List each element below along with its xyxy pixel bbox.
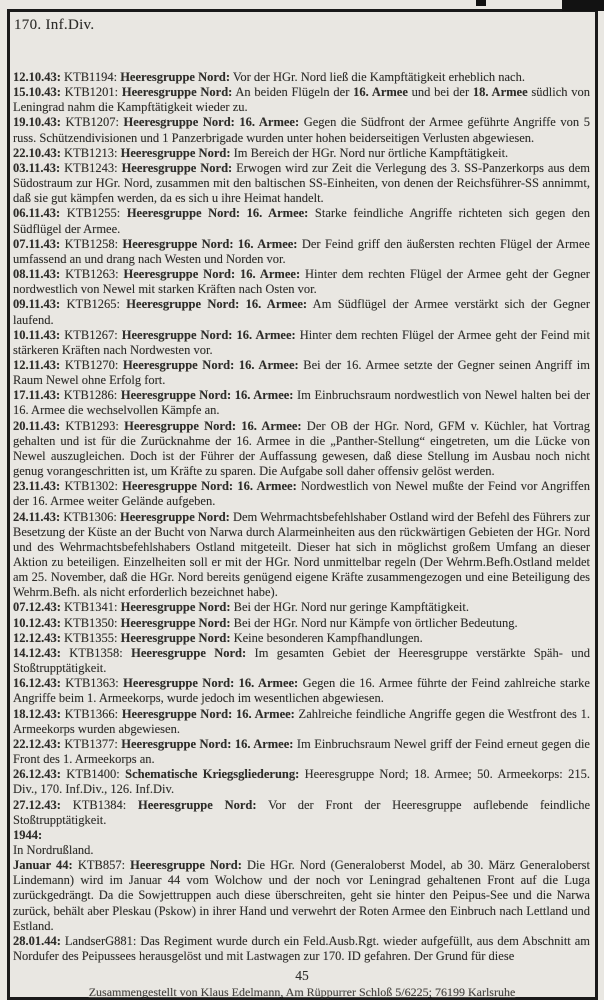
page-number: 45 — [295, 968, 309, 983]
entry-bold-text: Heeresgruppe Nord: — [119, 509, 230, 524]
entry-text: Die HGr. Nord (Generaloberst Model, ab 30. März Generaloberst Lindemann) wird im Januar 44 vom Wolchow und der noch vor Leningrad gehaltenen Front auf die Luga zurückgedrängt. Da die Sowjettruppen auch diese überschreiten, geht sie hinter den Peipus-See und die Narwa zurück, behält aber Pleskau (Pskow) in ihrer Hand und verwehrt der Roten Armee den Einbruch nach Lettland und Estland. — [13, 858, 590, 933]
entry-bold-text: Heeresgruppe Nord: 16. Armee: — [122, 479, 297, 494]
entry-bold-text: Heeresgruppe Nord: — [121, 85, 233, 100]
entry-text: Hinter dem rechten Flügel der Armee geht der Feind mit stärkeren Kräften nach Nordwesten vor. — [13, 327, 590, 357]
entry-text: Im Einbruchsraum nordwestlich von Newel halten bei der 16. Armee die wechselvollen Kämpfe an. — [13, 388, 590, 418]
entry-text: KTB1384: — [60, 797, 139, 812]
entry-text: und bei der — [407, 85, 473, 100]
journal-entry — [13, 85, 590, 115]
journal-entry — [13, 858, 590, 934]
entry-text: KTB1194: — [60, 70, 121, 84]
entry-text: KTB1267: — [60, 327, 122, 342]
entry-text: An beiden Flügeln der — [232, 85, 354, 100]
entry-text: KTB1207: — [60, 115, 124, 130]
entry-bold-text: 22.12.43: — [13, 736, 61, 751]
journal-entry — [13, 631, 590, 646]
journal-entry — [13, 707, 590, 737]
entry-text: KTB1286: — [60, 388, 121, 403]
entry-bold-text: 07.12.43: — [13, 600, 61, 615]
entry-bold-text: Schematische Kriegsgliederung: — [125, 767, 300, 782]
journal-entry — [13, 616, 590, 631]
entry-bold-text: Heeresgruppe Nord: 16. Armee: — [121, 327, 296, 342]
entry-text: KTB1358: — [60, 645, 132, 660]
journal-entry — [13, 267, 590, 297]
scan-border-left — [7, 9, 10, 1000]
entry-bold-text: Heeresgruppe Nord: 16. Armee: — [122, 357, 299, 372]
entry-bold-text: 16. Armee — [353, 85, 408, 100]
entry-bold-text: 28.01.44: — [13, 933, 61, 948]
entry-text: KTB1350: — [60, 615, 121, 630]
entry-bold-text: 14.12.43: — [13, 645, 61, 660]
entry-text: KTB1400: — [60, 767, 126, 782]
entry-bold-text: Heeresgruppe Nord: — [121, 160, 233, 175]
journal-entry — [13, 161, 590, 206]
scan-artifact-top-right — [562, 0, 604, 11]
entry-bold-text: 23.11.43: — [13, 479, 61, 494]
entry-text: KTB1366: — [60, 706, 122, 721]
journal-entry — [13, 115, 590, 145]
entry-bold-text: Heeresgruppe Nord: 16. Armee: — [124, 418, 302, 433]
entry-bold-text: 12.12.43: — [13, 630, 61, 645]
journal-entry — [13, 328, 590, 358]
journal-entry — [13, 934, 590, 964]
entry-text: Keine besonderen Kampfhandlungen. — [230, 630, 423, 645]
entry-text: Der OB der HGr. Nord, GFM v. Küchler, hat Vortrag gehalten und ist für die Zurücknahme der 16. Armee in die „Panther-Stellung“ eingetreten, um die Lücke von Newel auszugleichen. Doch ist der Führer der Auffassung gewesen, daß diese Stellung im Ausbau noch nicht genug vorangeschritten ist, um Kräfte zu sparen. Die Aufgabe soll daher offensiv gelöst werden. — [13, 418, 590, 479]
entry-text: Starke feindliche Angriffe richteten sich gegen den Südflügel der Armee. — [13, 206, 590, 236]
entry-text: Gegen die Südfront der Armee geführte Angriffe von 5 russ. Schützendivisionen und 1 Panzerbrigade wurden unter hohen beiderseitigen Verlusten abgewiesen. — [13, 115, 590, 145]
entry-text: LandserG881: Das Regiment wurde durch ein Feld.Ausb.Rgt. wieder aufgefüllt, aus dem Abschnitt am Nordufer des Peipussees herausgelöst und mit Lastwagen zur 170. ID gefahren. Der Grund für diese — [13, 933, 590, 964]
entry-bold-text: 18. Armee — [472, 85, 528, 100]
entry-bold-text: Heeresgruppe Nord: — [120, 600, 231, 615]
entry-bold-text: Heeresgruppe Nord: 16. Armee: — [122, 236, 298, 251]
entry-text: Bei der HGr. Nord nur Kämpfe von örtlicher Bedeutung. — [230, 615, 518, 630]
entry-bold-text: 10.11.43: — [13, 327, 61, 342]
entry-text: KTB1306: — [60, 509, 120, 524]
entry-bold-text: Januar 44: — [13, 858, 73, 873]
entry-bold-text: 20.11.43: — [13, 418, 61, 433]
entry-text: KTB1377: — [60, 736, 122, 751]
journal-entry — [13, 479, 590, 509]
entry-bold-text: 08.11.43: — [13, 267, 61, 282]
entry-text: KTB1363: — [60, 676, 124, 691]
entry-bold-text: Heeresgruppe Nord: — [120, 630, 231, 645]
entry-text: In Nordrußland. — [13, 842, 94, 857]
entry-text: KTB1255: — [60, 206, 127, 221]
entry-bold-text: 10.12.43: — [13, 615, 61, 630]
footer-credit: Zusammengestellt von Klaus Edelmann, Am Rüppurrer Schloß 5/6225; 76199 Karlsruhe — [88, 985, 516, 999]
journal-entry — [13, 297, 590, 327]
entry-text: Vor der HGr. Nord ließ die Kampftätigkeit erheblich nach. — [230, 70, 525, 84]
entry-bold-text: 06.11.43: — [13, 206, 61, 221]
entry-text: Im gesamten Gebiet der Heeresgruppe verstärkte Späh- und Stoßtrupptätigkeit. — [13, 645, 590, 676]
entry-bold-text: 19.10.43: — [13, 115, 61, 130]
journal-entry — [13, 646, 590, 676]
entry-text: KTB1265: — [60, 297, 127, 312]
journal-entry — [13, 419, 590, 480]
journal-entry — [13, 388, 590, 418]
entry-text: Hinter dem rechten Flügel der Armee geht der Gegner nordwestlich von Newel mit starken Kräften nach Osten vor. — [13, 267, 590, 297]
entry-text: KTB1341: — [60, 600, 121, 615]
entry-bold-text: Heeresgruppe Nord: 16. Armee: — [126, 206, 309, 221]
entry-text: KTB1243: — [60, 160, 122, 175]
entry-text: Heeresgruppe Nord; 18. Armee; 50. Armeekorps: 215. Div., 170. Inf.Div., 126. Inf.Div. — [13, 767, 590, 797]
journal-entry — [13, 843, 590, 858]
entry-text: KTB1263: — [60, 267, 124, 282]
entry-text: Dem Wehrmachtsbefehlshaber Ostland wird der Befehl des Führers zur Besetzung der Küste an der Bucht von Narwa durch Alarmeinheiten aus den rückwärtigen Gebieten der HGr. Nord und des Wehrmachtsbefehlshabers Ostland mitgeteilt. Dieser hat sich in möglichst großem Umfang an dieser Aktion zu beteiligen. Einzelheiten soll er mit der HGr. Nord unmittelbar regeln (Der Wehrm.Befh.Ostland meldet am 25. November, daß die HGr. Nord bereits genügend eigene Kräfte zusammengezogen und eine Beteiligung des Wehrm.Befh. als nicht erforderlich bezeichnet habe). — [13, 509, 591, 600]
entry-bold-text: 1944: — [13, 827, 43, 842]
journal-entry — [13, 600, 590, 615]
entry-text: südlich von Leningrad nahm die Kampftätigkeit wieder zu. — [13, 85, 590, 115]
journal-entry — [13, 146, 590, 161]
entry-bold-text: 03.11.43: — [13, 160, 61, 175]
entry-text: Im Bereich der HGr. Nord nur örtliche Kampftätigkeit. — [230, 145, 509, 160]
entry-bold-text: Heeresgruppe Nord: 16. Armee: — [121, 736, 294, 751]
journal-entry — [13, 358, 590, 388]
entry-bold-text: Heeresgruppe Nord: — [130, 858, 242, 873]
journal-entry — [13, 828, 590, 843]
entry-bold-text: 07.11.43: — [13, 236, 61, 251]
entry-bold-text: Heeresgruppe Nord: 16. Armee: — [123, 267, 301, 282]
entry-bold-text: Heeresgruppe Nord: 16. Armee: — [126, 297, 308, 312]
entry-text: KTB1270: — [60, 357, 123, 372]
entry-bold-text: Heeresgruppe Nord: — [120, 70, 231, 84]
page-title: 170. Inf.Div. — [14, 17, 95, 33]
entry-bold-text: Heeresgruppe Nord: — [120, 145, 231, 160]
entry-bold-text: 26.12.43: — [13, 767, 61, 782]
entry-bold-text: Heeresgruppe Nord: — [120, 615, 231, 630]
entry-bold-text: Heeresgruppe Nord: 16. Armee: — [123, 115, 300, 130]
entry-bold-text: 18.12.43: — [13, 706, 61, 721]
journal-entry — [13, 510, 590, 601]
entry-text: Zahlreiche feindliche Angriffe gegen die Westfront des 1. Armeekorps wurden abgewiesen. — [13, 706, 590, 736]
entry-bold-text: 12.11.43: — [13, 357, 61, 372]
entry-bold-text: Heeresgruppe Nord: — [138, 797, 257, 812]
entry-bold-text: Heeresgruppe Nord: 16. Armee: — [120, 388, 294, 403]
entry-text: KTB1302: — [60, 479, 123, 494]
journal-entry — [13, 676, 590, 706]
entry-text: Am Südflügel der Armee verstärkt sich der Gegner laufend. — [13, 297, 590, 327]
entry-bold-text: 22.10.43: — [13, 145, 61, 160]
entry-text: Im Einbruchsraum Newel griff der Feind erneut gegen die Front des 1. Armeekorps an. — [13, 736, 590, 767]
journal-entry — [13, 737, 590, 767]
entry-text: Gegen die 16. Armee führte der Feind zahlreiche starke Angriffe beim 1. Armeekorps, wurde jedoch im wesentlichen abgewiesen. — [13, 676, 590, 706]
entry-bold-text: 16.12.43: — [13, 676, 61, 691]
entry-bold-text: 27.12.43: — [13, 797, 61, 812]
entry-text: KTB1258: — [60, 236, 123, 251]
entry-text: KTB857: — [72, 858, 131, 873]
journal-entry — [13, 237, 590, 267]
journal-entry — [13, 767, 590, 797]
entry-bold-text: Heeresgruppe Nord: 16. Armee: — [123, 676, 299, 691]
journal-entry — [13, 798, 590, 828]
entry-bold-text: Heeresgruppe Nord: 16. Armee: — [121, 706, 295, 721]
entry-bold-text: 09.11.43: — [13, 297, 61, 312]
entry-bold-text: 17.11.43: — [13, 388, 61, 403]
journal-entries — [13, 70, 590, 964]
journal-entry — [13, 206, 590, 236]
entry-text: KTB1355: — [60, 630, 121, 645]
entry-text: KTB1213: — [60, 145, 121, 160]
scan-border-top — [7, 9, 598, 12]
entry-text: KTB1293: — [60, 418, 125, 433]
entry-bold-text: 24.11.43: — [13, 509, 61, 524]
entry-text: Der Feind griff den äußersten rechten Flügel der Armee umfassend an und drang nach Westen und Norden vor. — [13, 236, 590, 266]
entry-text: Bei der HGr. Nord nur geringe Kampftätigkeit. — [230, 600, 469, 615]
entry-text: KTB1201: — [60, 85, 122, 100]
entry-text: Bei der 16. Armee setzte der Gegner seinen Angriff im Raum Newel ohne Erfolg fort. — [13, 357, 590, 388]
scan-artifact-notch — [476, 0, 486, 6]
entry-bold-text: 15.10.43: — [13, 85, 61, 100]
entry-bold-text: Heeresgruppe Nord: — [131, 645, 247, 660]
scan-border-right — [595, 9, 598, 1000]
entry-bold-text: 12.10.43: — [13, 70, 61, 84]
entry-text: Erwogen wird zur Zeit die Verlegung des 3. SS-Panzerkorps aus dem Südostraum zur HGr. Nord, zusammen mit den baltischen SS-Einheiten, von denen der Reichsführer-SS annimmt, daß sie gut kämpfen werden, da es sich u ihre Heimat handelt. — [13, 160, 590, 206]
entry-text: Vor der Front der Heeresgruppe auflebende feindliche Stoßtrupptätigkeit. — [13, 797, 590, 827]
entry-text: Nordwestlich von Newel mußte der Feind vor Angriffen der 16. Armee weiter Gelände aufgeben. — [13, 479, 590, 509]
journal-entry — [13, 70, 590, 85]
